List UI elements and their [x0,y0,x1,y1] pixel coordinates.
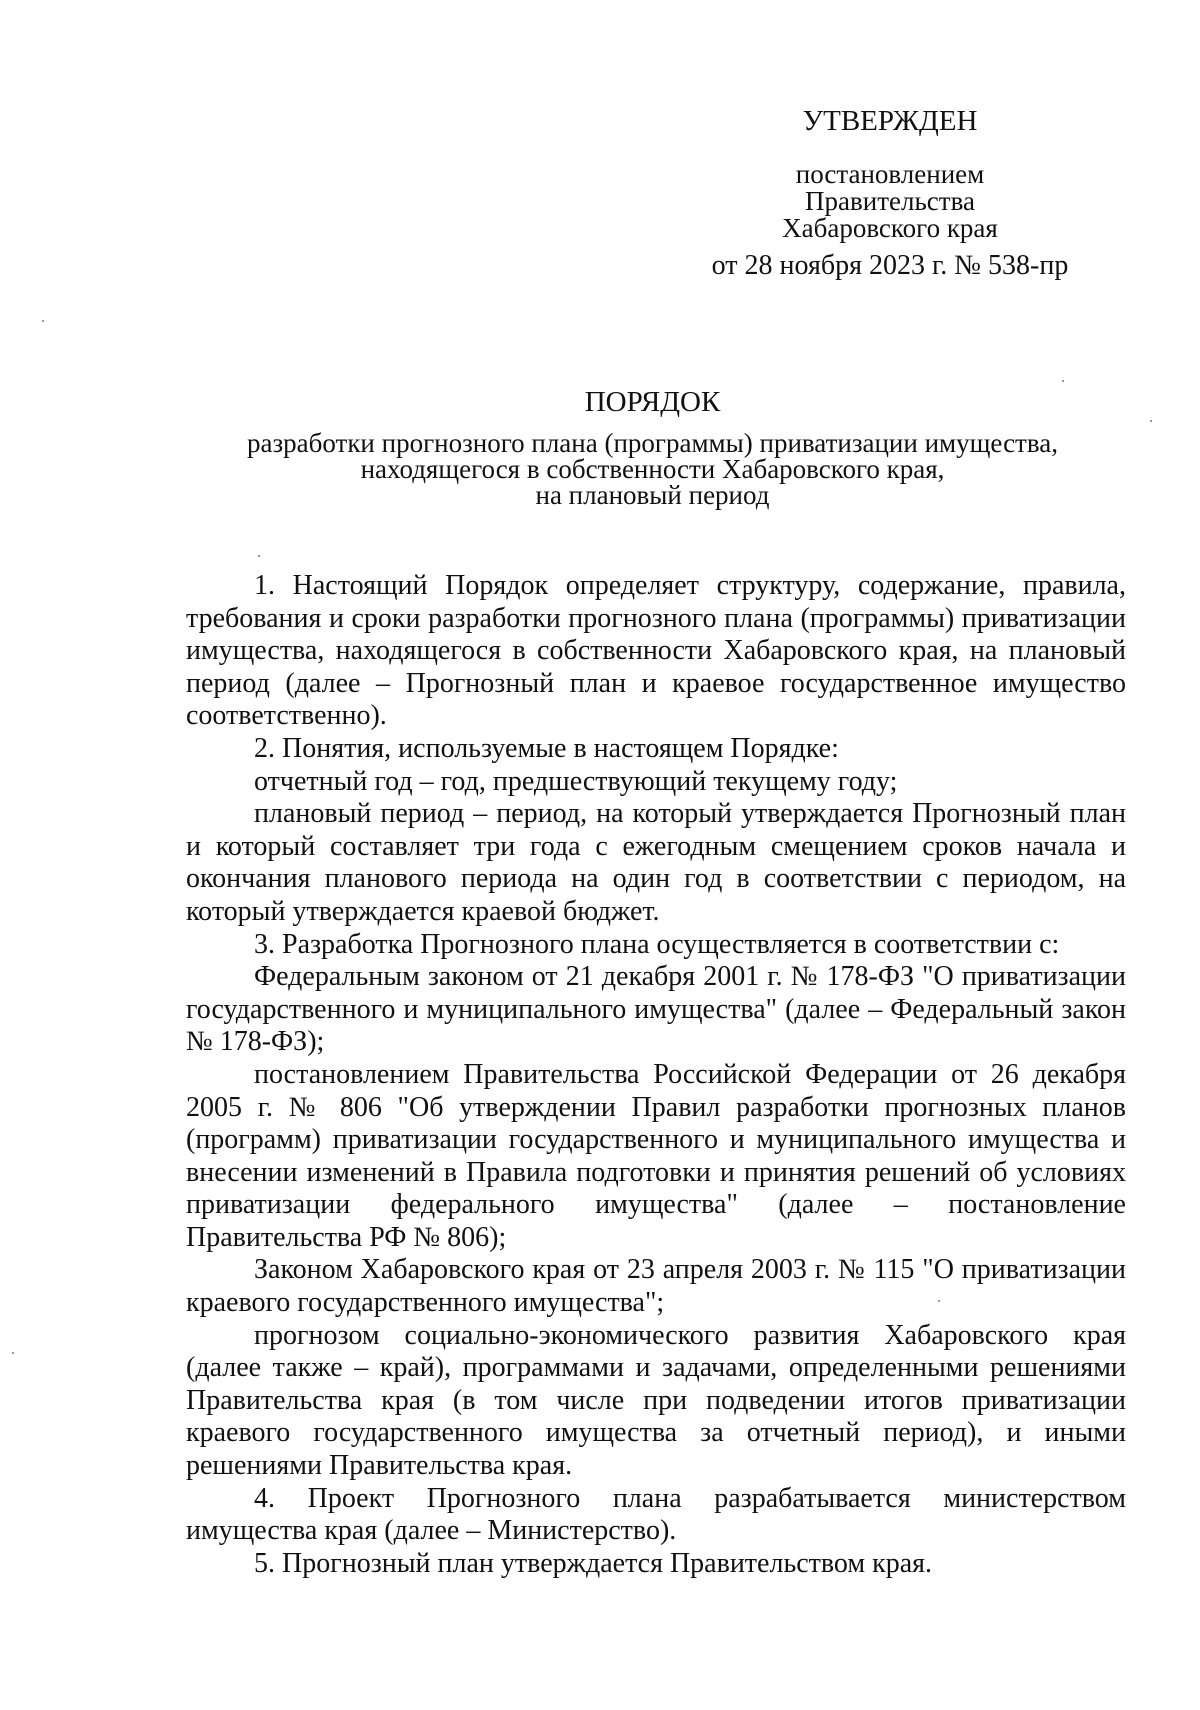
paragraph-government-resolution: постановлением Правительства Российской Федерации от 26 декабря 2005 г. № 806 "Об утверждении Правил разработки прогнозных планов (программ) приватизации государственного и муниципального имущества и внесении изменений в Правила подготовки и принятия решений об условиях приватизации федерального имущества" (далее – постановление Правительства РФ № 806); [186,1058,1126,1253]
document-body [186,570,1126,1580]
paragraph-federal-law: Федеральным законом от 21 декабря 2001 г. № 178-ФЗ "О приватизации государственного и муниципального имущества" (далее – Федеральный закон № 178-ФЗ); [186,961,1126,1058]
paragraph-3: 3. Разработка Прогнозного плана осуществляется в соответствии с: [254,928,1060,960]
document-subtitle [180,430,1125,508]
scan-speck [938,1300,940,1302]
paragraph-planning-period: плановый период – период, на который утверждается Прогнозный план и который составляет три года с ежегодным смещением сроков начала и окончания планового периода на один год в соответствии с периодом, на который утверждается краевой бюджет. [186,798,1126,927]
paragraph-reporting-year: отчетный год – год, предшествующий текущему году; [254,765,898,797]
subtitle-line: разработки прогнозного плана (программы) приватизации имущества, [247,428,1058,458]
approval-title: УТВЕРЖДЕН [802,105,978,137]
paragraph-2: 2. Понятия, используемые в настоящем Порядке: [254,732,839,764]
scan-speck [42,320,44,322]
paragraph-4: 4. Проект Прогнозного плана разрабатывается министерством имущества края (далее – Министерство). [186,1482,1126,1547]
subtitle-line: находящегося в собственности Хабаровского края, [360,454,945,484]
scan-speck [12,1352,14,1354]
approval-block [700,105,1080,281]
approval-line-resolution: постановлением [795,159,985,189]
scan-speck [1150,420,1152,422]
scan-speck [258,555,260,557]
scan-speck [1062,380,1064,382]
approval-line-government: Правительства [805,186,975,216]
paragraph-1: 1. Настоящий Порядок определяет структуру, содержание, правила, требования и сроки разработки прогнозного плана (программы) приватизации имущества, находящегося в собственности Хабаровского края, на плановый период (далее – Прогнозный план и краевое государственное имущество соответственно). [186,570,1126,732]
paragraph-forecast: прогнозом социально-экономического развития Хабаровского края (далее также – край), программами и задачами, определенными решениями Правительства края (в том числе при подведении итогов приватизации краевого государственного имущества за отчетный период), и иными решениями Правительства края. [186,1319,1126,1482]
paragraph-regional-law: Законом Хабаровского края от 23 апреля 2003 г. № 115 "О приватизации краевого государственного имущества"; [186,1254,1126,1319]
approval-date: от 28 ноября 2023 г. № 538-пр [711,250,1069,281]
document-title: ПОРЯДОК [584,386,721,418]
approval-line-region: Хабаровского края [782,213,998,243]
paragraph-5: 5. Прогнозный план утверждается Правительством края. [254,1547,933,1579]
subtitle-line: на плановый период [535,480,770,510]
